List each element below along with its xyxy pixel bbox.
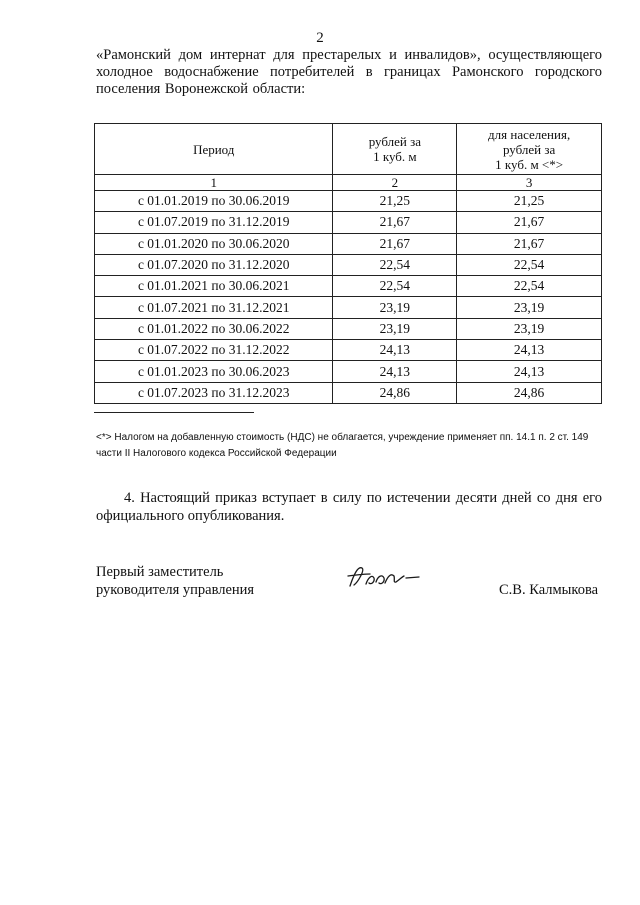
rub-cell: 22,54	[333, 254, 457, 275]
table-row	[95, 361, 602, 382]
rub-cell: 21,67	[333, 212, 457, 233]
table-row	[95, 276, 602, 297]
population-cell: 21,25	[457, 191, 602, 212]
column-number-row	[95, 175, 602, 191]
table-row	[95, 254, 602, 275]
rub-cell: 23,19	[333, 297, 457, 318]
rub-cell: 23,19	[333, 318, 457, 339]
header-period: Период	[95, 124, 333, 175]
population-cell: 22,54	[457, 254, 602, 275]
clause-4: 4. Настоящий приказ вступает в силу по истечении десяти дней со дня его официального опубликования.	[96, 490, 602, 524]
header-rub-per-m3: рублей за 1 куб. м	[333, 124, 457, 175]
population-cell: 21,67	[457, 233, 602, 254]
table-row	[95, 318, 602, 339]
table-row	[95, 233, 602, 254]
population-cell: 21,67	[457, 212, 602, 233]
page-number: 2	[316, 30, 324, 46]
rub-cell: 24,13	[333, 340, 457, 361]
footnote-divider	[94, 412, 254, 413]
period-cell: с 01.07.2022 по 31.12.2022	[95, 340, 333, 361]
table-row	[95, 191, 602, 212]
rub-cell: 24,86	[333, 382, 457, 403]
column-number: 2	[333, 175, 457, 191]
rub-cell: 21,25	[333, 191, 457, 212]
tariff-table	[94, 123, 602, 404]
period-cell: с 01.07.2020 по 31.12.2020	[95, 254, 333, 275]
table-row	[95, 212, 602, 233]
period-cell: с 01.01.2019 по 30.06.2019	[95, 191, 333, 212]
period-cell: с 01.01.2023 по 30.06.2023	[95, 361, 333, 382]
intro-paragraph: «Рамонский дом интернат для престарелых и инвалидов», осуществляющего холодное водоснабжение потребителей в границах Рамонского городского поселения Воронежской области:	[96, 47, 602, 97]
table-row	[95, 297, 602, 318]
period-cell: с 01.01.2020 по 30.06.2020	[95, 233, 333, 254]
signatory-name: С.В. Калмыкова	[499, 582, 599, 598]
signatory-title: Первый заместитель руководителя управления	[96, 564, 255, 598]
rub-cell: 24,13	[333, 361, 457, 382]
period-cell: с 01.01.2022 по 30.06.2022	[95, 318, 333, 339]
population-cell: 24,13	[457, 361, 602, 382]
period-cell: с 01.07.2021 по 31.12.2021	[95, 297, 333, 318]
handwritten-signature	[344, 560, 424, 594]
population-cell: 22,54	[457, 276, 602, 297]
period-cell: с 01.01.2021 по 30.06.2021	[95, 276, 333, 297]
footnote: <*> Налогом на добавленную стоимость (НДС) не облагается, учреждение применяет пп. 14.1 п. 2 ст. 149 части II Налогового кодекса Российской Федерации	[96, 432, 589, 459]
column-number: 1	[95, 175, 333, 191]
period-cell: с 01.07.2023 по 31.12.2023	[95, 382, 333, 403]
population-cell: 24,13	[457, 340, 602, 361]
rub-cell: 21,67	[333, 233, 457, 254]
period-cell: с 01.07.2019 по 31.12.2019	[95, 212, 333, 233]
population-cell: 23,19	[457, 318, 602, 339]
population-cell: 24,86	[457, 382, 602, 403]
population-cell: 23,19	[457, 297, 602, 318]
rub-cell: 22,54	[333, 276, 457, 297]
header-population-rub-per-m3: для населения, рублей за 1 куб. м <*>	[457, 124, 602, 175]
column-number: 3	[457, 175, 602, 191]
table-row	[95, 340, 602, 361]
table-header-row	[95, 124, 602, 175]
table-row	[95, 382, 602, 403]
